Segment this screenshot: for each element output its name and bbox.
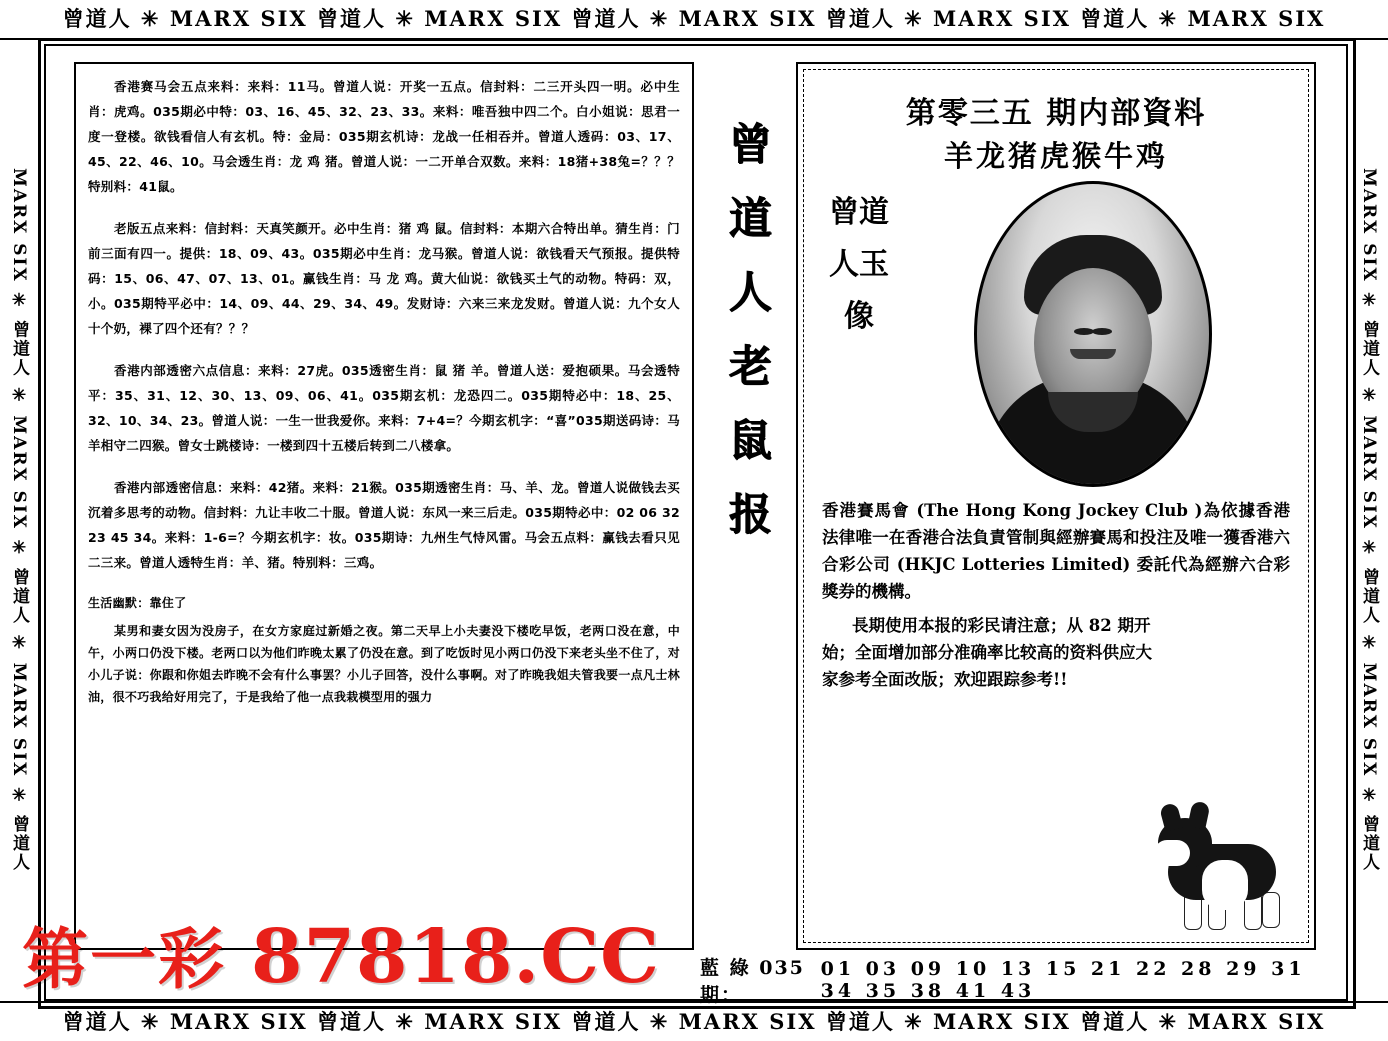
portrait-row [822, 181, 1290, 487]
issue-headline: 第零三五 期内部資料 [905, 96, 1207, 131]
border-bottom-band: 曾道人 ✳ MARX SIX 曾道人 ✳ MARX SIX 曾道人 ✳ MARX SIX 曾道人 ✳ MARX SIX 曾道人 ✳ MARX SIX [62, 1009, 1326, 1034]
left-text-column [74, 62, 694, 950]
zodiac-headline: 羊龙猪虎猴牛鸡 [943, 139, 1168, 173]
joke-text: 某男和妻女因为没房子，在女方家庭过新婚之夜。第二天早上小夫妻没下楼吃早饭，老两口没在意，中午，小两口仍没下楼。老两口以为他们昨晚太累了仍没在意。到了吃饭时见小两口仍没下来老头坐不住了，对小儿子说：你跟和你姐去昨晚不会有什么事罢？小儿子回答，没什么事啊。对了昨晚我姐夫管我要一点凡士林油，很不巧我给好用完了，于是我给了他一点我栽模型用的强力 [88, 624, 680, 704]
portrait-mouth [1070, 349, 1116, 359]
right-panel [796, 62, 1316, 950]
lottery-strip-label: 藍 綠 035期： [700, 957, 805, 1006]
jockey-club-text [822, 497, 1290, 605]
site-watermark [22, 906, 660, 1001]
lottery-strip-numbers: 01 03 09 10 13 15 21 22 28 29 31 34 35 38 41 43 [820, 958, 1306, 1002]
portrait-photo [974, 181, 1212, 487]
vtitle-char-5: 鼠 [728, 416, 772, 466]
joke-title: 生活幽默：靠住了 [88, 596, 187, 610]
vtitle-char-2: 道 [728, 194, 772, 244]
vtitle-char-6: 报 [728, 490, 772, 540]
vtitle-char-4: 老 [728, 342, 772, 392]
border-right-band: MARX SIX ✳ 曾道人 ✳ MARX SIX ✳ 曾道人 ✳ MARX SIX ✳ 曾道人 [1359, 167, 1379, 873]
paragraph-3: 香港内部透密六点信息：来料：27虎。035透密生肖：鼠 猪 羊。曾道人送：爱抱硕果。马会透特平：35、31、12、30、13、09、06、41。035期玄机：龙恐四二。035期特必中：18、25、32、10、34、23。曾道人说：一生一世我爱你。来料：7+4=？今期玄机字：“喜”035期送码诗：马羊相守二四猴。曾女士跳楼诗：一楼到四十五楼后转到二八楼拿。 [88, 363, 680, 453]
border-top-band: 曾道人 ✳ MARX SIX 曾道人 ✳ MARX SIX 曾道人 ✳ MARX SIX 曾道人 ✳ MARX SIX 曾道人 ✳ MARX SIX [62, 6, 1326, 31]
vtitle-char-1: 曾 [728, 120, 772, 170]
portrait-caption: 曾道人玉像 [829, 195, 889, 334]
content-area [52, 56, 1336, 986]
border-left-band: MARX SIX ✳ 曾道人 ✳ MARX SIX ✳ 曾道人 ✳ MARX SIX ✳ 曾道人 [9, 167, 29, 873]
paragraph-4: 香港内部透密信息：来料：42猪。来料：21猴。035期透密生肖：马、羊、龙。曾道人说做钱去买沉着多思考的动物。信封料：九让丰收二十服。曾道人说：东风一来三后走。035期特必中：02 06 32 23 45 34。来料：1-6=？今期玄机字：妆。035期诗：九州生气恃风雷。马会五点料：赢钱去看只见二三来。曾道人透特生肖：羊、猪。特别料：三鸡。 [88, 480, 680, 570]
watermark-text: 第一彩 [22, 920, 226, 998]
vtitle-char-3: 人 [728, 268, 772, 318]
corgi-dog-illustration [1150, 800, 1300, 932]
paragraph-2: 老版五点来料：信封料：天真笑颜开。必中生肖：猪 鸡 鼠。信封料：本期六合特出单。猜生肖：门前三面有四一。提供：18、09、43。035期必中生肖：龙马猴。曾道人说：欲钱看天气预报。提供特码：15、06、47、07、13、01。赢钱生肖：马 龙 鸡。黄大仙说：欲钱买土气的动物。特码：双，小。035期特平必中：14、09、44、29、34、49。发财诗：六来三来龙发财。曾道人说：九个女人十个奶，裸了四个还有？？？ [88, 221, 680, 336]
vertical-title [704, 108, 796, 986]
paragraph-1: 香港赛马会五点来料：来料：11马。曾道人说：开奖一五点。信封料：二三开头四一明。必中生肖：虎鸡。035期必中特：03、16、45、32、23、33。来料：唯吾独中四二个。白小姐说：思君一度一登楼。欲钱看信人有玄机。特：金局：035期玄机诗：龙战一任相吞并。曾道人透码：03、17、45、22、46、10。马会透生肖：龙 鸡 猪。曾道人说：一二开单合双数。来料：18猪+38兔=？？？ 特别料：41鼠。 [88, 79, 680, 194]
notice-paragraph: 長期使用本报的彩民请注意；从 82 期开始；全面增加部分准确率比较高的资料供应大家参考全面改版；欢迎跟踪参考!! [822, 616, 1152, 689]
watermark-number: 87818.CC [250, 914, 660, 1000]
portrait-eye-right [1092, 328, 1112, 335]
jockey-club-paragraph: 香港賽馬會 (The Hong Kong Jockey Club )為依據香港法律唯一在香港合法負責管制與經辦賽馬和投注及唯一獲香港六合彩公司 (HKJC Lotteries Limited) 委託代為經辦六合彩獎券的機構。 [822, 501, 1290, 601]
